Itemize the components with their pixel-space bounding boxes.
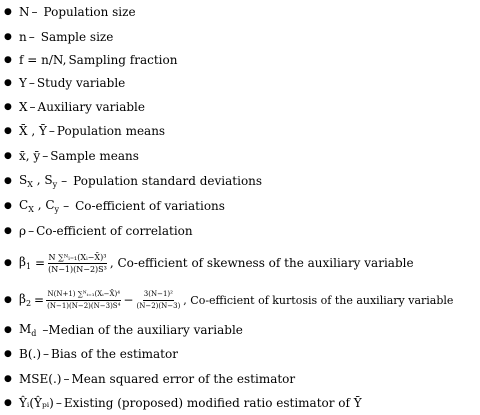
symbol-base: β — [19, 255, 26, 269]
bullet-icon: ● — [4, 226, 12, 236]
dash: – — [63, 372, 70, 386]
dash: – — [31, 5, 38, 19]
minus-sign: − — [123, 293, 134, 307]
symbol: X — [19, 100, 28, 114]
symbol-base: S — [44, 173, 53, 187]
description: Auxiliary variable — [37, 100, 145, 114]
symbol-subscript: 1 — [25, 262, 32, 271]
symbol — [19, 322, 36, 338]
symbol-subscript: d — [31, 329, 37, 338]
bullet-icon: ● — [4, 7, 12, 17]
symbol — [19, 255, 31, 271]
bullet-icon: ● — [4, 325, 12, 335]
bullet-icon: ● — [4, 78, 12, 88]
fraction-denominator: (N−1)(N−2)(N−3)S⁴ — [47, 301, 121, 310]
bullet-icon: ● — [4, 374, 12, 384]
symbol-subscript: y — [54, 205, 60, 214]
symbol: Y — [19, 76, 27, 90]
bullet-icon: ● — [4, 258, 12, 268]
bullet-icon: ● — [4, 201, 12, 211]
symbol-subscript: y — [52, 180, 58, 189]
symbol: ρ — [19, 224, 27, 238]
description: Population means — [56, 124, 166, 138]
list-item — [0, 393, 362, 413]
fraction-numerator: N(N+1) ∑ᴺᵢ₌₁(Xᵢ−X̄)⁴ — [46, 289, 121, 301]
bullet-icon: ● — [4, 126, 12, 136]
symbol-subscript: X — [28, 205, 34, 214]
fraction-numerator: 3(N−1)² — [143, 289, 174, 301]
symbol: N — [19, 5, 30, 19]
symbol: MSE(.) — [19, 372, 62, 386]
description: Population size — [43, 5, 136, 19]
list-item — [0, 369, 295, 389]
bullet-icon: ● — [4, 349, 12, 359]
description: , Co-efficient of skewness of the auxiliary variable — [109, 256, 414, 270]
symbol-base: C — [45, 198, 55, 212]
list-item — [0, 246, 414, 280]
description: Existing (proposed) modified ratio estimator of Ȳ — [63, 396, 362, 410]
dash: – — [55, 396, 62, 410]
dash: – — [61, 174, 68, 188]
symbol-subscript: X — [27, 180, 33, 189]
symbol-base: M — [19, 322, 32, 336]
description: Median of the auxiliary variable — [48, 323, 243, 337]
symbol: B(.) — [19, 347, 41, 361]
symbol: Ŷᵢ(Ŷₚᵢ) — [19, 396, 54, 410]
description: Sample means — [50, 149, 139, 163]
bullet-icon: ● — [4, 295, 12, 305]
kurtosis-fraction-correction — [135, 289, 181, 312]
bullet-icon: ● — [4, 102, 12, 112]
equals-sign: = — [35, 256, 46, 270]
symbol: n — [19, 30, 27, 44]
list-item — [0, 27, 113, 47]
bullet-icon: ● — [4, 32, 12, 42]
list-item — [0, 320, 243, 340]
symbol: x̄, ȳ — [19, 149, 41, 163]
description: , Co-efficient of kurtosis of the auxiliary variable — [183, 293, 454, 307]
dash: – — [29, 100, 36, 114]
description: Co-efficient of correlation — [36, 224, 193, 238]
list-item — [0, 221, 193, 241]
description: Bias of the estimator — [51, 347, 178, 361]
bullet-icon: ● — [4, 398, 12, 408]
list-item — [0, 171, 262, 191]
dash: – — [43, 347, 49, 361]
symbol: $C_X$ , $C_y$ — [19, 198, 60, 214]
description: Mean squared error of the estimator — [71, 372, 296, 386]
symbol-base: C — [19, 198, 29, 212]
description: Co-efficient of variations — [75, 199, 225, 213]
list-item — [0, 50, 177, 70]
dash: – — [48, 124, 55, 138]
bullet-icon: ● — [4, 151, 12, 161]
fraction-denominator: (N−1)(N−2)S³ — [48, 264, 107, 274]
list-item — [0, 97, 145, 117]
dash: – — [42, 323, 49, 337]
bullet-icon: ● — [4, 55, 12, 65]
fraction-denominator: (N−2)(N−3) — [136, 301, 181, 310]
list-item — [0, 146, 139, 166]
dash: – — [63, 199, 70, 213]
list-item — [0, 73, 125, 93]
dash: – — [28, 76, 35, 90]
symbol: $S_X$ , $S_y$ — [19, 173, 58, 189]
description: Study variable — [36, 76, 126, 90]
fraction-numerator: N ∑ᴺᵢ₌₁(Xᵢ−X̄)³ — [48, 252, 107, 262]
symbol: f = n/N, — [19, 53, 67, 67]
description: Sampling fraction — [68, 53, 178, 67]
list-item — [0, 2, 136, 22]
list-item — [0, 344, 178, 364]
symbol-base: S — [19, 173, 28, 187]
description: Sample size — [40, 30, 114, 44]
skewness-fraction — [47, 252, 108, 275]
equals-sign: = — [34, 293, 45, 307]
symbol-base: β — [19, 292, 26, 306]
list-item — [0, 121, 165, 141]
description: Population standard deviations — [73, 174, 263, 188]
symbol — [19, 292, 31, 308]
list-item — [0, 196, 225, 216]
dash: – — [42, 149, 49, 163]
symbol: X̄ , Ȳ — [19, 124, 47, 138]
dash: – — [28, 30, 35, 44]
list-item — [0, 283, 453, 317]
symbol-subscript: 2 — [25, 299, 32, 308]
dash: – — [28, 224, 35, 238]
bullet-icon: ● — [4, 176, 12, 186]
kurtosis-fraction-main — [46, 289, 121, 312]
